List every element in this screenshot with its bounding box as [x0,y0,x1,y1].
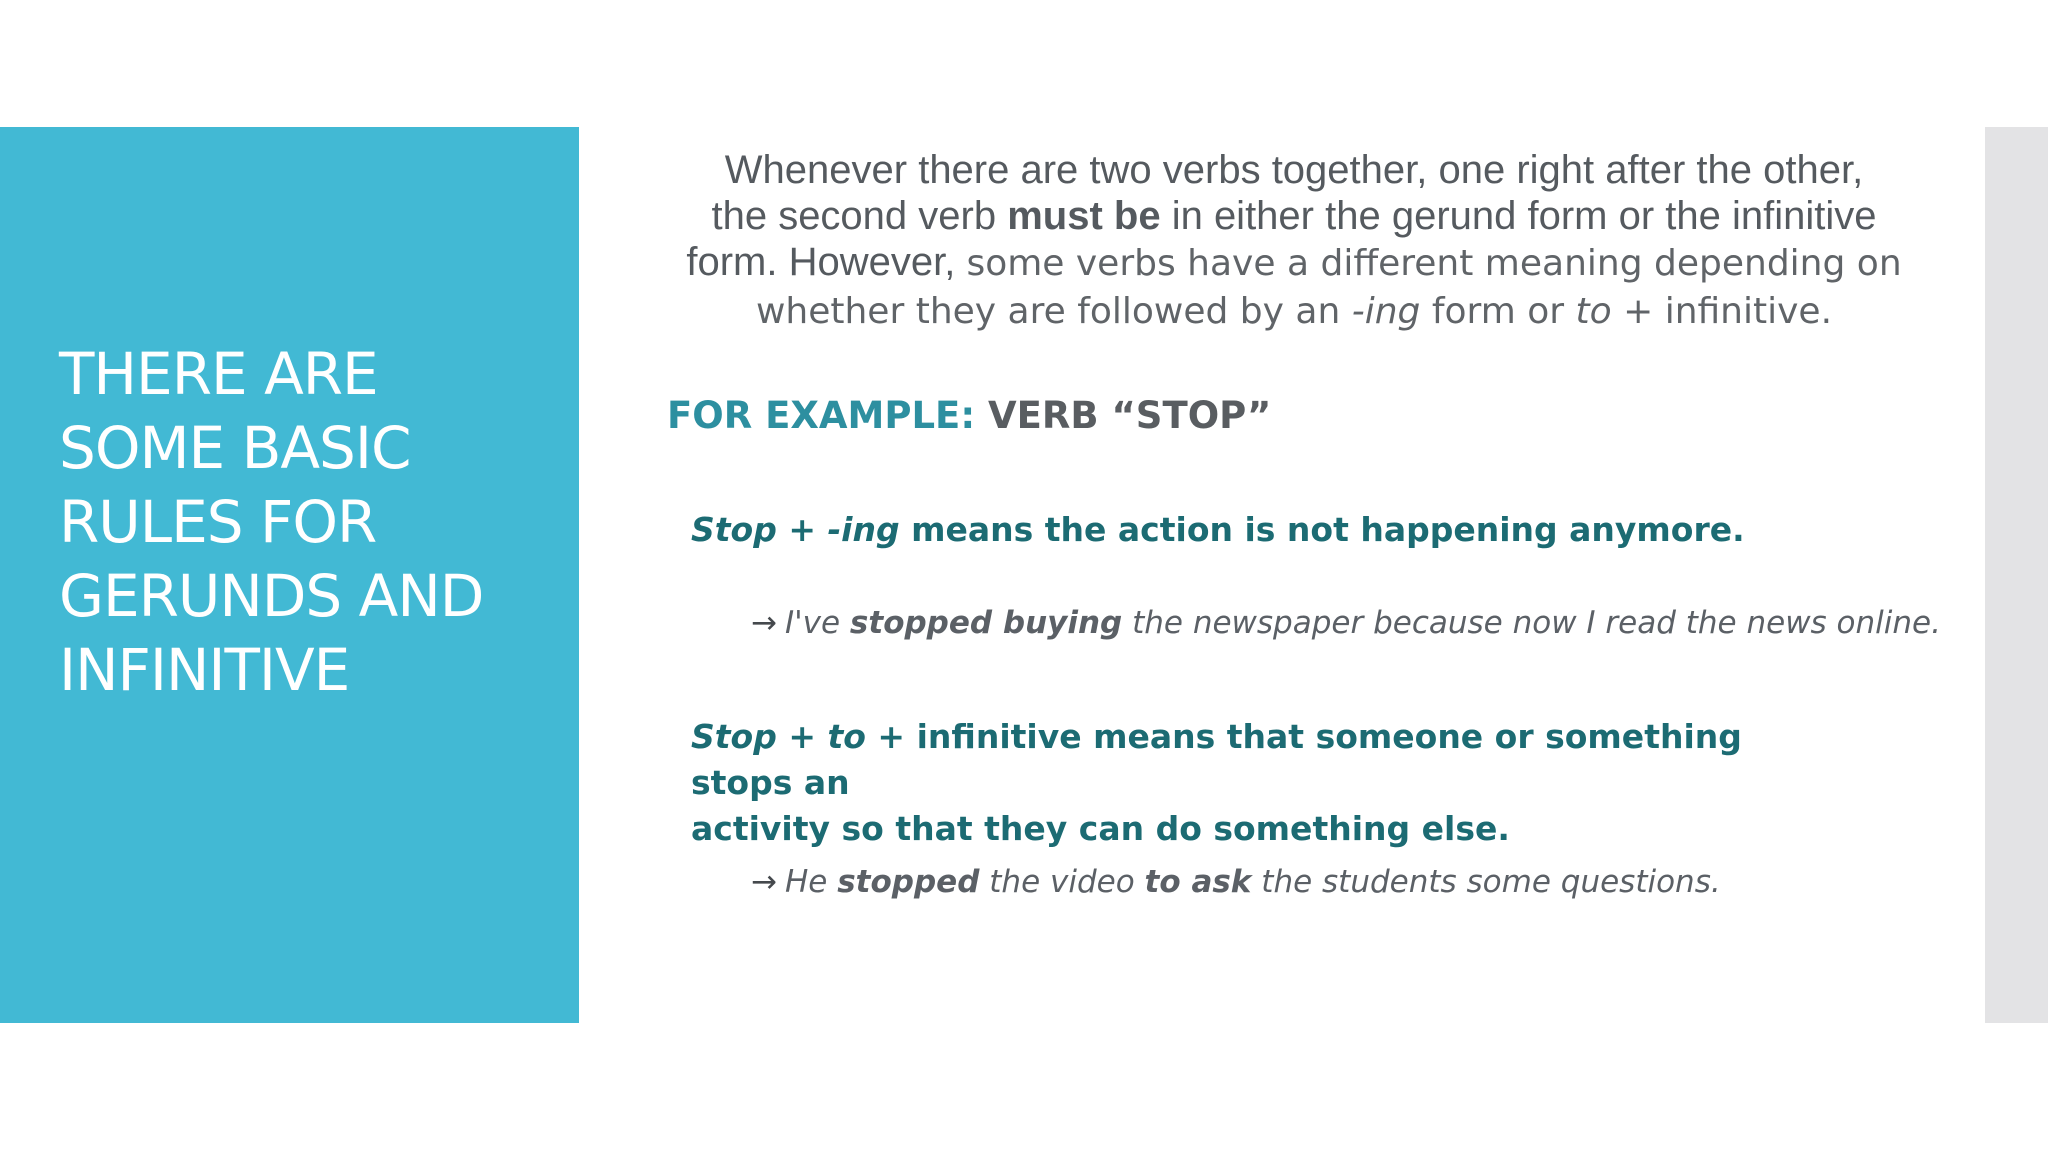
arrow-right-icon: → [751,864,777,900]
title-line: SOME BASIC [59,414,411,482]
rule-to: to [827,717,866,756]
example-emphasis: to ask [1144,864,1252,900]
slide-title [59,337,559,707]
example-text: the video [979,864,1145,900]
intro-text: Whenever there are two verbs together, one right after the other, [724,148,1864,192]
example-text: I've [784,605,850,641]
arrow-right-icon: → [751,605,777,641]
example-text: the students some questions. [1251,864,1721,900]
intro-italic: to [1575,291,1612,332]
intro-emphasis: must be [1007,194,1161,238]
rule-stop-to-infinitive [691,714,1811,852]
rule-text: activity so that they can do something else. [691,809,1510,848]
intro-text: the second verb [711,194,1008,238]
title-line: RULES FOR [59,488,377,556]
rule-stop-ing [691,507,1811,553]
intro-text: whether they are followed by an [755,291,1352,332]
example-text: He [784,864,838,900]
intro-line-1 [579,147,2009,193]
title-line: GERUNDS AND [59,562,484,630]
intro-italic: -ing [1351,291,1421,332]
intro-line-2 [579,193,2009,239]
rule-text: means the action is not happening anymore. [899,510,1745,549]
intro-text: form or [1420,291,1576,332]
example-text: the newspaper because now I read the news online. [1122,605,1941,641]
rule-plus: + [776,717,828,756]
intro-text: in either the gerund form or the infinitive [1160,194,1877,238]
slide-content [579,127,1985,1023]
rule-verb: Stop [691,717,777,756]
title-line: INFINITIVE [59,636,350,704]
rule-text: + infinitive means that someone or something stops an [691,717,1742,802]
title-panel [0,127,579,1023]
example-emphasis: stopped [837,864,980,900]
example-heading-lead: FOR EXAMPLE: [667,394,976,437]
intro-text: + infinitive. [1611,291,1833,332]
title-line: THERE ARE [59,340,378,408]
intro-paragraph [579,147,2009,335]
example-sentence-1 [751,601,1941,645]
example-heading-verb: VERB “STOP” [975,394,1272,437]
intro-text: some verbs have a different meaning depending on [966,243,1902,284]
rule-plus: + [776,510,828,549]
example-heading [667,394,1271,437]
intro-line-4 [579,287,2009,335]
intro-line-3 [579,239,2009,287]
rule-verb: Stop [691,510,777,549]
example-emphasis: stopped buying [849,605,1123,641]
rule-ing: -ing [827,510,900,549]
example-sentence-2 [751,860,1721,904]
intro-text: form. However, [686,240,967,284]
